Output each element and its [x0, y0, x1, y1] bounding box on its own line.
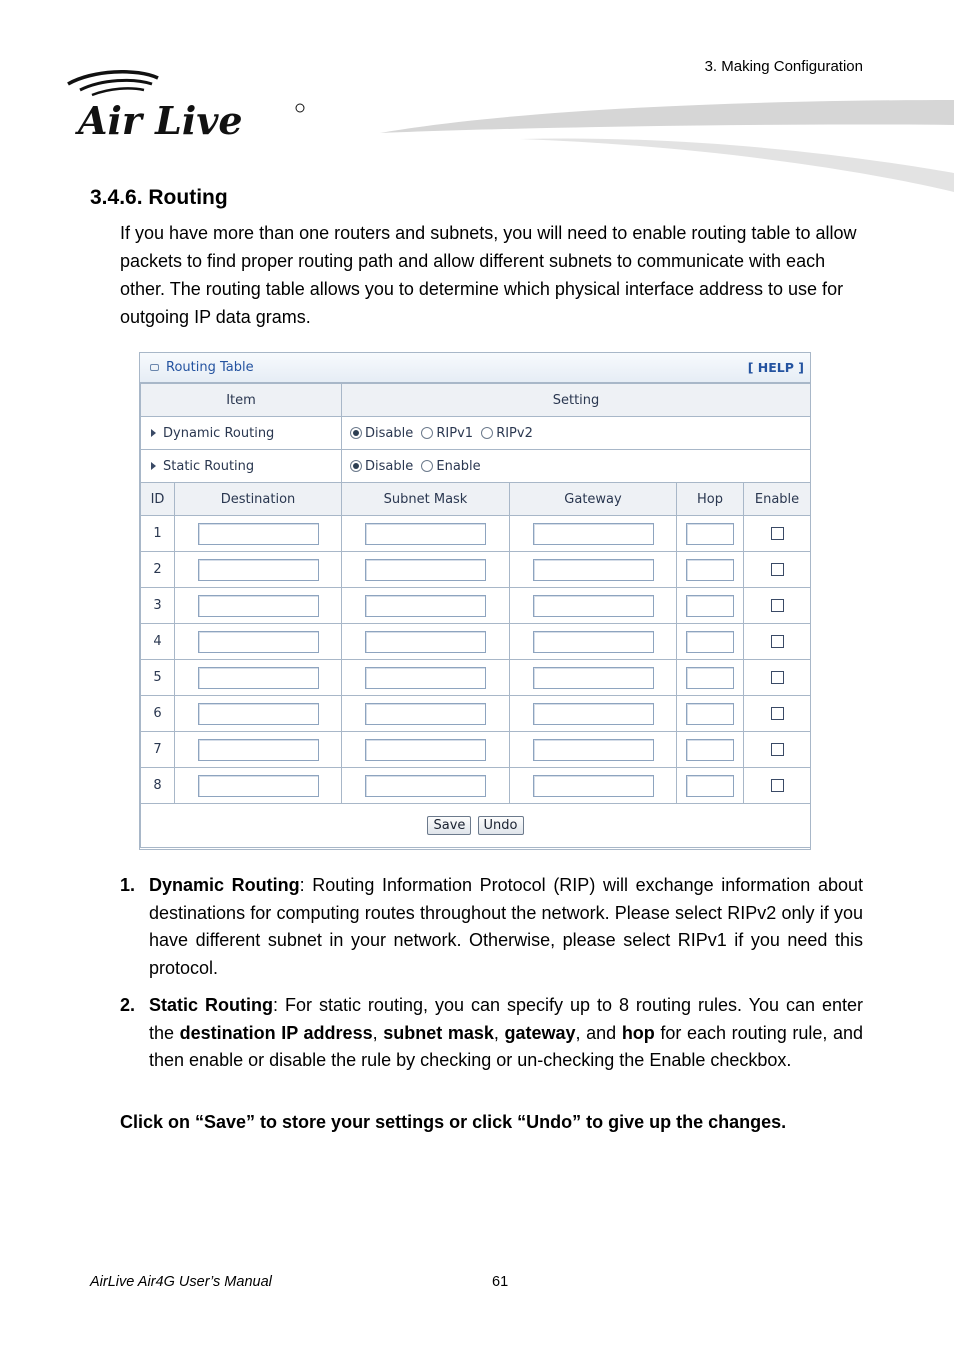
list-number: 1.: [120, 875, 136, 895]
radio-static-enable[interactable]: [421, 460, 433, 472]
panel-title-text: Routing Table: [166, 360, 254, 375]
list-term: Dynamic Routing: [149, 875, 300, 895]
subnet-mask-cell: [342, 732, 510, 768]
dynamic-routing-text: Dynamic Routing: [163, 425, 275, 441]
destination-input[interactable]: [198, 631, 319, 653]
route-id: 1: [141, 516, 175, 552]
col-header-id: ID: [141, 483, 175, 516]
radio-dynamic-ripv2[interactable]: [481, 427, 493, 439]
radio-dynamic-disable[interactable]: [350, 427, 362, 439]
save-button[interactable]: Save: [427, 816, 471, 835]
gateway-input[interactable]: [533, 667, 654, 689]
hop-input[interactable]: [686, 595, 734, 617]
hop-input[interactable]: [686, 631, 734, 653]
header-swoosh: [380, 95, 954, 195]
list-number: 2.: [120, 995, 136, 1015]
destination-cell: [175, 696, 342, 732]
gateway-cell: [510, 624, 677, 660]
gateway-cell: [510, 516, 677, 552]
route-id: 8: [141, 768, 175, 804]
route-rows: [141, 516, 811, 804]
route-id: 4: [141, 624, 175, 660]
list-sep: ,: [372, 1022, 384, 1043]
enable-checkbox[interactable]: [771, 671, 784, 684]
list-sep: ,: [493, 1022, 505, 1043]
radio-label: Enable: [436, 458, 481, 474]
destination-cell: [175, 552, 342, 588]
subnet-mask-input[interactable]: [365, 523, 486, 545]
hop-input[interactable]: [686, 667, 734, 689]
enable-checkbox[interactable]: [771, 599, 784, 612]
section-intro: If you have more than one routers and subnets, you will need to enable routing table to allow packets to find proper routing path and allow different subnets to communicate with each other. The routing table allows you to determine which physical interface address to use for outgoing IP data grams.: [120, 223, 857, 327]
destination-cell: [175, 588, 342, 624]
list-term: Static Routing: [149, 995, 273, 1015]
hop-cell: [677, 732, 744, 768]
term-destination: destination IP address: [179, 1022, 373, 1043]
route-row: [141, 516, 811, 552]
col-header-setting: Setting: [342, 384, 811, 417]
radio-label: RIPv2: [496, 425, 533, 441]
hop-cell: [677, 696, 744, 732]
route-id: 3: [141, 588, 175, 624]
enable-cell: [744, 660, 811, 696]
enable-checkbox[interactable]: [771, 635, 784, 648]
arrow-right-icon: [151, 429, 156, 437]
routing-table: [140, 383, 811, 848]
route-id: 5: [141, 660, 175, 696]
footer-manual: AirLive Air4G User’s Manual: [90, 1274, 272, 1290]
panel-header: [140, 353, 810, 383]
route-id: 7: [141, 732, 175, 768]
gateway-cell: [510, 768, 677, 804]
gateway-input[interactable]: [533, 595, 654, 617]
static-routing-text: Static Routing: [163, 458, 255, 474]
enable-cell: [744, 552, 811, 588]
static-routing-options: [342, 450, 811, 483]
dynamic-routing-options: [342, 417, 811, 450]
list-item-static-routing: [120, 992, 863, 1075]
list-desc: : For static routing, you can specify up to 8 routing rules. You can enter the: [149, 995, 864, 1043]
logo-wordmark: Air Live: [78, 98, 243, 142]
list-text: [149, 872, 863, 983]
subnet-mask-cell: [342, 588, 510, 624]
enable-checkbox[interactable]: [771, 527, 784, 540]
enable-cell: [744, 768, 811, 804]
gateway-input[interactable]: [533, 739, 654, 761]
radio-static-disable[interactable]: [350, 460, 362, 472]
list-sep: , and: [575, 1022, 622, 1043]
term-subnet: subnet mask: [383, 1022, 494, 1043]
term-hop: hop: [621, 1022, 655, 1043]
footer-page-number: 61: [492, 1274, 509, 1290]
col-header-hop: Hop: [677, 483, 744, 516]
gateway-input[interactable]: [533, 775, 654, 797]
enable-checkbox[interactable]: [771, 779, 784, 792]
route-row: [141, 552, 811, 588]
gateway-cell: [510, 660, 677, 696]
subnet-mask-cell: [342, 552, 510, 588]
logo-graphic: [62, 70, 312, 142]
destination-input[interactable]: [198, 667, 319, 689]
enable-checkbox[interactable]: [771, 563, 784, 576]
route-row: [141, 732, 811, 768]
radio-label: RIPv1: [436, 425, 474, 441]
subnet-mask-cell: [342, 696, 510, 732]
gateway-cell: [510, 696, 677, 732]
subnet-mask-cell: [342, 660, 510, 696]
gateway-input[interactable]: [533, 559, 654, 581]
gateway-input[interactable]: [533, 703, 654, 725]
enable-cell: [744, 624, 811, 660]
radio-dynamic-ripv1[interactable]: [421, 427, 433, 439]
destination-cell: [175, 516, 342, 552]
list-desc: for each routing rule, and then enable or disable the rule by checking or un-checking the Enable checkbox.: [149, 1022, 863, 1071]
subnet-mask-cell: [342, 768, 510, 804]
destination-input[interactable]: [198, 595, 319, 617]
term-gateway: gateway: [504, 1022, 576, 1043]
panel-title: [150, 360, 254, 375]
hop-cell: [677, 624, 744, 660]
subnet-mask-cell: [342, 516, 510, 552]
chapter-header: 3. Making Configuration: [704, 58, 863, 75]
enable-cell: [744, 732, 811, 768]
list-text: [149, 992, 863, 1075]
enable-cell: [744, 588, 811, 624]
col-header-item: Item: [141, 384, 342, 417]
destination-input[interactable]: [198, 775, 319, 797]
enable-checkbox[interactable]: [771, 743, 784, 756]
subnet-mask-input[interactable]: [365, 595, 486, 617]
route-row: [141, 768, 811, 804]
col-header-subnet-mask: Subnet Mask: [342, 483, 510, 516]
help-link[interactable]: [ HELP ]: [747, 360, 804, 375]
gateway-input[interactable]: [533, 523, 654, 545]
hop-input[interactable]: [686, 703, 734, 725]
destination-cell: [175, 624, 342, 660]
hop-cell: [677, 588, 744, 624]
hop-cell: [677, 768, 744, 804]
route-id: 6: [141, 696, 175, 732]
hop-cell: [677, 516, 744, 552]
hop-input[interactable]: [686, 739, 734, 761]
static-routing-label: [141, 450, 342, 483]
destination-cell: [175, 732, 342, 768]
button-row: [141, 804, 811, 848]
subnet-mask-input[interactable]: [365, 703, 486, 725]
col-header-gateway: Gateway: [510, 483, 677, 516]
hop-cell: [677, 552, 744, 588]
route-row: [141, 624, 811, 660]
gateway-cell: [510, 588, 677, 624]
routing-table-panel: [139, 352, 811, 850]
subnet-mask-input[interactable]: [365, 631, 486, 653]
subnet-mask-input[interactable]: [365, 667, 486, 689]
dynamic-routing-label: [141, 417, 342, 450]
subnet-mask-input[interactable]: [365, 775, 486, 797]
undo-button[interactable]: Undo: [478, 816, 524, 835]
hop-input[interactable]: [686, 523, 734, 545]
enable-checkbox[interactable]: [771, 707, 784, 720]
hop-input[interactable]: [686, 559, 734, 581]
gateway-cell: [510, 552, 677, 588]
arrow-right-icon: [151, 462, 156, 470]
panel-bullet-icon: [150, 364, 159, 371]
destination-cell: [175, 660, 342, 696]
gateway-input[interactable]: [533, 631, 654, 653]
section-title: 3.4.6. Routing: [90, 186, 228, 209]
list-desc: : Routing Information Protocol (RIP) will exchange information about destinations for computing routes throughout the network. Please select RIPv2 only if you have different subnet in your network. Otherwise, please select RIPv1 if you need this protocol.: [149, 875, 863, 979]
destination-cell: [175, 768, 342, 804]
radio-label: Disable: [365, 425, 414, 441]
gateway-cell: [510, 732, 677, 768]
hop-input[interactable]: [686, 775, 734, 797]
enable-cell: [744, 696, 811, 732]
subnet-mask-cell: [342, 624, 510, 660]
radio-label: Disable: [365, 458, 414, 474]
list-item-dynamic-routing: [120, 872, 863, 983]
destination-input[interactable]: [198, 739, 319, 761]
route-row: [141, 588, 811, 624]
destination-input[interactable]: [198, 703, 319, 725]
col-header-destination: Destination: [175, 483, 342, 516]
col-header-enable: Enable: [744, 483, 811, 516]
subnet-mask-input[interactable]: [365, 559, 486, 581]
route-row: [141, 660, 811, 696]
route-id: 2: [141, 552, 175, 588]
route-row: [141, 696, 811, 732]
enable-cell: [744, 516, 811, 552]
hop-cell: [677, 660, 744, 696]
subnet-mask-input[interactable]: [365, 739, 486, 761]
save-undo-note: Click on “Save” to store your settings or click “Undo” to give up the changes.: [120, 1112, 787, 1132]
destination-input[interactable]: [198, 559, 319, 581]
destination-input[interactable]: [198, 523, 319, 545]
airlive-logo: [62, 70, 312, 147]
